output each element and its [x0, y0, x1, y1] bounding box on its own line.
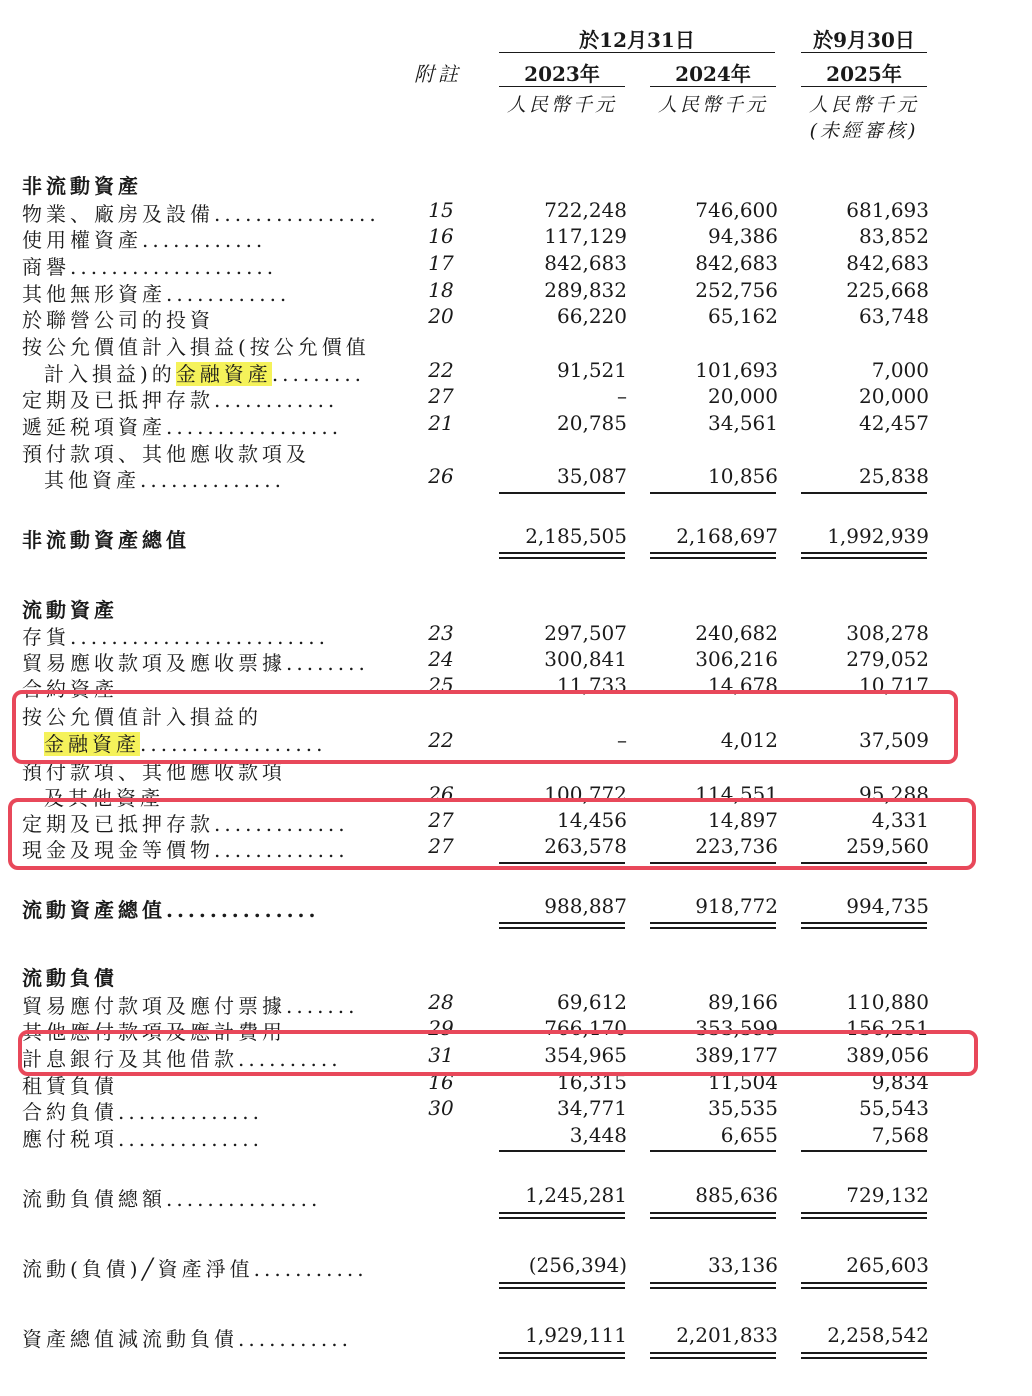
note-ref: 27 — [428, 808, 454, 832]
total-double-rule — [801, 1212, 927, 1219]
leader-dots: .............. — [140, 468, 286, 492]
row-label — [22, 224, 266, 253]
leader-dots: ............ — [166, 282, 291, 306]
value-cell: 766,170 — [544, 1016, 627, 1040]
value-cell: 10,856 — [708, 464, 778, 488]
value-cell: 156,251 — [846, 1016, 929, 1040]
note-ref: 22 — [428, 358, 454, 382]
value-cell: 353,599 — [695, 1016, 778, 1040]
row-label-text: 定期及已抵押存款 — [22, 388, 214, 412]
row-label — [22, 621, 329, 650]
value-cell: 2,258,542 — [827, 1323, 929, 1347]
row-label-text: 遞延税項資產 — [22, 415, 166, 439]
row-label-text: 使用權資產 — [22, 228, 142, 252]
value-cell: 16,315 — [557, 1070, 627, 1094]
table-row — [0, 621, 1032, 647]
value-cell: 33,136 — [708, 1253, 778, 1277]
divider — [801, 52, 927, 53]
value-cell: 240,682 — [695, 621, 778, 645]
row-label-text: 其他應付款項及應計費用 — [22, 1020, 286, 1044]
leader-dots: .......... — [238, 1047, 342, 1071]
value-cell: 2,185,505 — [525, 524, 627, 548]
value-cell: – — [617, 384, 627, 408]
note-ref: 22 — [428, 728, 454, 752]
total-double-rule — [650, 1282, 776, 1289]
table-row — [0, 647, 1032, 673]
row-label — [22, 331, 370, 360]
row-label — [22, 894, 319, 923]
total-double-rule — [801, 1352, 927, 1359]
table-row — [0, 524, 1032, 550]
value-cell: 300,841 — [544, 647, 627, 671]
year-header: 2025年 — [826, 62, 902, 86]
highlight-box — [12, 690, 958, 764]
row-label-text: 存貨 — [22, 625, 70, 649]
row-label — [22, 1183, 321, 1212]
table-row — [0, 1253, 1032, 1279]
value-cell: 25,838 — [859, 464, 929, 488]
table-row — [0, 464, 1032, 490]
unit-label: 人民幣千元 — [506, 94, 617, 116]
note-ref: 17 — [428, 251, 454, 275]
value-cell: 279,052 — [846, 647, 929, 671]
value-cell: (256,394) — [528, 1253, 627, 1277]
value-cell: 681,693 — [846, 198, 929, 222]
row-label-text: 按公允價值計入損益的 — [22, 705, 262, 729]
divider — [499, 52, 775, 53]
table-row — [0, 384, 1032, 410]
value-cell: 83,852 — [859, 224, 929, 248]
leader-dots: ............. — [214, 838, 349, 862]
unit-label: 人民幣千元 — [808, 94, 919, 116]
value-cell: 117,129 — [544, 224, 627, 248]
note-ref: 23 — [428, 621, 454, 645]
table-row — [0, 1096, 1032, 1122]
value-cell: 91,521 — [557, 358, 627, 382]
section-title: 非流動資產 — [22, 174, 142, 198]
divider — [650, 86, 776, 87]
total-double-rule — [650, 922, 776, 929]
row-label-text: 應付税項 — [22, 1127, 118, 1151]
note-ref: 15 — [428, 198, 454, 222]
row-label-text: 預付款項、其他應收款項 — [22, 760, 286, 784]
row-label-text: 其他資產 — [44, 468, 140, 492]
highlight-box — [18, 1030, 978, 1076]
value-cell: 7,568 — [871, 1123, 929, 1147]
value-cell: 842,683 — [544, 251, 627, 275]
total-double-rule — [499, 1212, 625, 1219]
total-double-rule — [499, 552, 625, 559]
value-cell: 2,168,697 — [676, 524, 778, 548]
row-label — [44, 464, 285, 493]
total-double-rule — [650, 552, 776, 559]
value-cell: 297,507 — [544, 621, 627, 645]
value-cell: 4,331 — [871, 808, 929, 832]
subtotal-rule — [650, 1150, 776, 1152]
value-cell: 223,736 — [695, 834, 778, 858]
leader-dots: .............. — [118, 1127, 264, 1151]
period-header-sep: 於9月30日 — [813, 28, 915, 52]
leader-dots: .............. — [118, 1100, 264, 1124]
value-cell: 306,216 — [695, 647, 778, 671]
value-cell: 34,561 — [708, 411, 778, 435]
row-label-text: 定期及已抵押存款 — [22, 812, 214, 836]
row-label-text: 合約資產 — [22, 677, 118, 701]
row-label-text: 其他無形資產 — [22, 282, 166, 306]
value-cell: 1,992,939 — [827, 524, 929, 548]
value-cell: 225,668 — [846, 278, 929, 302]
note-ref: 31 — [428, 1043, 454, 1067]
table-row — [0, 278, 1032, 304]
note-ref: 16 — [428, 1070, 454, 1094]
value-cell: 11,504 — [708, 1070, 778, 1094]
total-double-rule — [499, 922, 625, 929]
row-label — [22, 990, 359, 1019]
row-label-text: 按公允價值計入損益(按公允價值 — [22, 335, 370, 359]
total-double-rule — [650, 1352, 776, 1359]
table-row — [0, 990, 1032, 1016]
table-row — [0, 411, 1032, 437]
value-cell: 918,772 — [695, 894, 778, 918]
row-label — [22, 1253, 368, 1282]
value-cell: 63,748 — [859, 304, 929, 328]
leader-dots: .................. — [140, 732, 327, 756]
table-row — [0, 304, 1032, 330]
divider — [499, 86, 625, 87]
total-double-rule — [801, 922, 927, 929]
value-cell: 389,177 — [695, 1043, 778, 1067]
row-label — [22, 524, 190, 553]
row-label-text: 計入損益)的 — [44, 362, 176, 386]
value-cell: 11,733 — [557, 673, 627, 697]
row-label-text: 現金及現金等價物 — [22, 838, 214, 862]
subtotal-rule — [801, 492, 927, 494]
note-ref: 20 — [428, 304, 454, 328]
note-ref: 29 — [428, 1016, 454, 1040]
row-label-text: 流動負債總額 — [22, 1187, 166, 1211]
value-cell: 729,132 — [846, 1183, 929, 1207]
row-label — [44, 358, 365, 387]
leader-dots: ........ — [286, 651, 369, 675]
note-column-header: 附註 — [414, 62, 462, 86]
subtotal-rule — [650, 492, 776, 494]
value-cell: 7,000 — [871, 358, 929, 382]
row-label-text: 及其他資產 — [44, 786, 164, 810]
highlighted-term: 金融資產 — [44, 732, 140, 756]
leader-dots: .............. — [166, 898, 320, 922]
value-cell: 289,832 — [544, 278, 627, 302]
leader-dots: ................ — [214, 202, 380, 226]
leader-dots: ............... — [166, 1187, 322, 1211]
value-cell: 14,456 — [557, 808, 627, 832]
value-cell: 89,166 — [708, 990, 778, 1014]
value-cell: 308,278 — [846, 621, 929, 645]
row-label-text: 貿易應收款項及應收票據 — [22, 651, 286, 675]
value-cell: 42,457 — [859, 411, 929, 435]
note-ref: 16 — [428, 224, 454, 248]
total-double-rule — [499, 1352, 625, 1359]
year-header: 2023年 — [524, 62, 600, 86]
subtotal-rule — [801, 1150, 927, 1152]
row-label — [22, 278, 290, 307]
row-label-text: 貿易應付款項及應付票據 — [22, 994, 286, 1018]
unit-label: 人民幣千元 — [657, 94, 768, 116]
value-cell: 746,600 — [695, 198, 778, 222]
table-row — [0, 224, 1032, 250]
value-cell: 20,785 — [557, 411, 627, 435]
table-row — [0, 251, 1032, 277]
period-header-dec: 於12月31日 — [579, 28, 695, 52]
value-cell: 110,880 — [846, 990, 929, 1014]
leader-dots: ....... — [286, 994, 359, 1018]
unaudited-label: (未經審核) — [809, 120, 919, 142]
value-cell: 66,220 — [557, 304, 627, 328]
subtotal-rule — [499, 492, 625, 494]
value-cell: 55,543 — [859, 1096, 929, 1120]
year-header: 2024年 — [675, 62, 751, 86]
row-label-text: 物業、廠房及設備 — [22, 202, 214, 226]
section-title: 流動資產 — [22, 598, 118, 622]
row-label — [22, 198, 380, 227]
leader-dots: ............ — [142, 228, 267, 252]
value-cell: 94,386 — [708, 224, 778, 248]
note-ref: 26 — [428, 464, 454, 488]
note-ref: 27 — [428, 384, 454, 408]
row-label — [22, 411, 342, 440]
note-ref: 30 — [428, 1096, 454, 1120]
value-cell: 69,612 — [557, 990, 627, 1014]
note-ref: 18 — [428, 278, 454, 302]
value-cell: 35,087 — [557, 464, 627, 488]
total-double-rule — [499, 1282, 625, 1289]
value-cell: 252,756 — [695, 278, 778, 302]
note-ref: 25 — [428, 673, 454, 697]
value-cell: 35,535 — [708, 1096, 778, 1120]
section-title: 流動負債 — [22, 966, 118, 990]
total-double-rule — [650, 1212, 776, 1219]
value-cell: 37,509 — [859, 728, 929, 752]
value-cell: 885,636 — [695, 1183, 778, 1207]
value-cell: 354,965 — [544, 1043, 627, 1067]
value-cell: 95,288 — [859, 782, 929, 806]
table-row — [0, 438, 1032, 464]
note-ref: 24 — [428, 647, 454, 671]
value-cell: 9,834 — [871, 1070, 929, 1094]
row-label-text: 合約負債 — [22, 1100, 118, 1124]
row-label-text: 商譽 — [22, 255, 70, 279]
note-ref: 28 — [428, 990, 454, 1014]
leader-dots: ................. — [166, 415, 343, 439]
row-label-text: 流動資產總值 — [22, 898, 166, 922]
value-cell: 100,772 — [544, 782, 627, 806]
value-cell: 65,162 — [708, 304, 778, 328]
value-cell: 20,000 — [708, 384, 778, 408]
row-label — [22, 438, 310, 467]
value-cell: 1,245,281 — [525, 1183, 627, 1207]
row-label — [22, 251, 277, 280]
row-label — [22, 1096, 263, 1125]
row-label — [22, 647, 369, 676]
row-label-text: 非流動資產總值 — [22, 528, 190, 552]
row-label — [22, 1123, 263, 1152]
value-cell: 263,578 — [544, 834, 627, 858]
note-ref: 21 — [428, 411, 454, 435]
value-cell: 389,056 — [846, 1043, 929, 1067]
value-cell: 1,929,111 — [525, 1323, 627, 1347]
table-row — [0, 894, 1032, 920]
table-row — [0, 198, 1032, 224]
divider — [801, 86, 927, 87]
leader-dots: ........... — [253, 1257, 368, 1281]
value-cell: 20,000 — [859, 384, 929, 408]
value-cell: 14,897 — [708, 808, 778, 832]
highlighted-term: 金融資產 — [175, 362, 272, 386]
value-cell: 114,551 — [695, 782, 778, 806]
row-label — [22, 304, 214, 333]
table-row — [0, 358, 1032, 384]
value-cell: 842,683 — [846, 251, 929, 275]
value-cell: 101,693 — [695, 358, 778, 382]
highlight-box — [8, 798, 976, 870]
value-cell: 10,717 — [859, 673, 929, 697]
row-label — [22, 1323, 352, 1352]
total-double-rule — [801, 1282, 927, 1289]
value-cell: 34,771 — [557, 1096, 627, 1120]
leader-dots: ............. — [214, 812, 349, 836]
leader-dots: ........... — [238, 1327, 352, 1351]
value-cell: 842,683 — [695, 251, 778, 275]
total-double-rule — [801, 552, 927, 559]
subtotal-rule — [499, 1150, 625, 1152]
value-cell: 14,678 — [708, 673, 778, 697]
value-cell: 2,201,833 — [676, 1323, 778, 1347]
table-row — [0, 331, 1032, 357]
row-label-text: 流動(負債)╱資產淨值 — [22, 1257, 254, 1281]
value-cell: – — [617, 728, 627, 752]
leader-dots: .................... — [70, 255, 278, 279]
note-ref: 27 — [428, 834, 454, 858]
row-label-text: 於聯營公司的投資 — [22, 308, 214, 332]
table-row — [0, 1323, 1032, 1349]
row-label-text: 資產總值減流動負債 — [22, 1327, 238, 1351]
value-cell: 265,603 — [846, 1253, 929, 1277]
note-ref: 26 — [428, 782, 454, 806]
value-cell: 994,735 — [846, 894, 929, 918]
leader-dots: ......... — [271, 362, 366, 386]
value-cell: 988,887 — [544, 894, 627, 918]
table-row — [0, 1183, 1032, 1209]
value-cell: 259,560 — [846, 834, 929, 858]
row-label-text: 租賃負債 — [22, 1074, 118, 1098]
value-cell: 722,248 — [544, 198, 627, 222]
row-label-text: 計息銀行及其他借款 — [22, 1047, 238, 1071]
row-label — [22, 384, 338, 413]
row-label-text: 預付款項、其他應收款項及 — [22, 442, 310, 466]
value-cell: 4,012 — [720, 728, 778, 752]
value-cell: 6,655 — [720, 1123, 778, 1147]
value-cell: 3,448 — [569, 1123, 627, 1147]
leader-dots: ............ — [214, 388, 339, 412]
leader-dots: ......................... — [70, 625, 329, 649]
table-row — [0, 1123, 1032, 1149]
